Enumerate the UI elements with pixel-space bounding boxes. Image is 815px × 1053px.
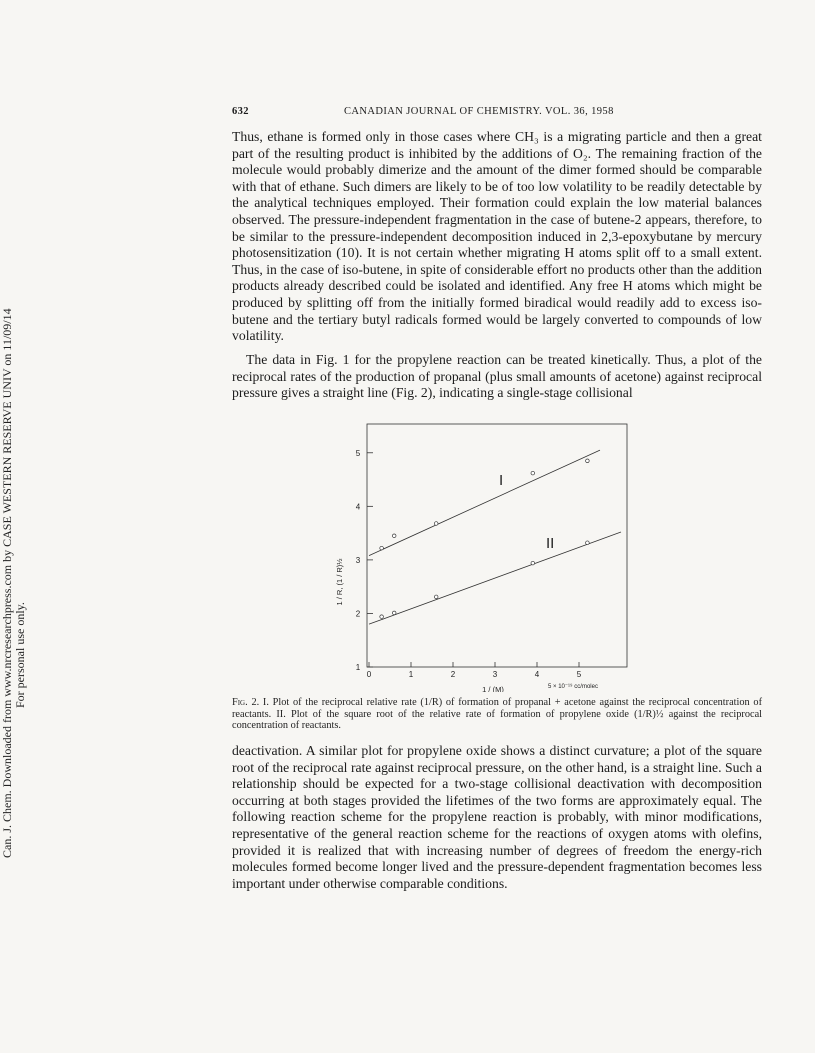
data-point-i — [392, 534, 396, 538]
data-point-ii — [586, 541, 590, 545]
x-tick-label: 3 — [492, 670, 498, 679]
figure-caption-label: Fig. 2. — [232, 697, 260, 708]
y-tick-label: 5 — [355, 448, 361, 458]
data-point-ii — [392, 611, 396, 615]
y-axis-label: 1 / R, (1 / R)½ — [335, 558, 344, 606]
paragraph-2: The data in Fig. 1 for the propylene reaction can be treated kinetically. Thus, a plot of the reciprocal rates of the production of propanal (plus small amounts of acetone) against reciprocal pressure gives a straight line (Fig. 2), indicating a single-stage collisional — [232, 352, 762, 401]
y-tick-label: 4 — [355, 502, 361, 512]
series-label-ii: II — [546, 535, 555, 552]
reciprocal-rate-chart — [318, 422, 638, 692]
series-label-i: I — [499, 472, 504, 489]
x-tick-label: 2 — [450, 670, 456, 679]
x-tick-label: 4 — [534, 670, 540, 679]
figure-2 — [318, 422, 638, 692]
journal-title: CANADIAN JOURNAL OF CHEMISTRY. VOL. 36, 1958 — [344, 106, 614, 117]
x-axis-label: 1 / (M) — [482, 685, 504, 692]
figure-caption — [232, 697, 762, 732]
data-point-i — [586, 459, 590, 463]
download-watermark — [1, 218, 41, 858]
x-tick-label: 0 — [366, 670, 372, 679]
fit-line-ii — [369, 532, 621, 624]
page-number: 632 — [232, 106, 249, 117]
personal-use-note: For personal use only. — [13, 602, 27, 708]
fit-line-i — [369, 450, 600, 556]
figure-caption-text: I. Plot of the reciprocal relative rate (1/R) of formation of propanal + acetone against the reciprocal concentration of reactants. II. Plot of the square root of the relative rate of formation of propylene oxide (1/R)½ against the reciprocal concentration of reactants. — [232, 697, 763, 731]
running-header — [232, 106, 762, 122]
download-note-line: Can. J. Chem. Downloaded from www.nrcresearchpress.com by CASE WESTERN RESERVE UNIV on 11/09/14 — [0, 308, 14, 858]
x-tick-label: 5 — [576, 670, 582, 679]
y-tick-label: 2 — [355, 609, 361, 619]
x-axis-unit-note: 5 × 10⁻¹⁹ cc/molec — [548, 684, 598, 690]
y-tick-label: 1 — [355, 663, 361, 672]
data-point-i — [434, 522, 438, 526]
x-tick-label: 1 — [408, 670, 414, 679]
y-tick-label: 3 — [355, 555, 361, 565]
data-point-ii — [434, 595, 438, 599]
paragraph-3: deactivation. A similar plot for propylene oxide shows a distinct curvature; a plot of the square root of the reciprocal rate against reciprocal pressure, on the other hand, is a straight line. Such a relationship should be expected for a two-stage collisional deactivation with decomposition occurring at both stages provided the lifetimes of the two forms are approximately equal. The following reaction scheme for the propylene reaction is probably, with minor modifications, representative of the general reaction scheme for the reactions of oxygen atoms with olefins, provided it is realized that with increasing number of degrees of freedom the energy-rich molecules formed become longer lived and the pressure-dependent fragmentation becomes less important under otherwise comparable conditions. — [232, 743, 762, 891]
data-point-ii — [380, 615, 384, 619]
data-point-i — [531, 471, 535, 475]
data-point-ii — [531, 561, 535, 565]
paragraph-1: Thus, ethane is formed only in those cases where CH₃ is a migrating particle and then a great part of the resulting product is inhibited by the additions of O₂. The remaining fraction of the molecule would probably dimerize and the amount of the dimer formed should be comparable with that of ethane. Such dimers are likely to be of too low volatility to be readily detectable by the analytical techniques employed. Their formation could explain the low material balances observed. The pressure-independent fragmentation in the case of butene-2 appears, therefore, to be similar to the pressure-independent decomposition induced in 2,3-epoxybutane by mercury photosensitization (10). It is not certain whether migrating H atoms split off to a small extent. Thus, in the case of iso-butene, in spite of considerable effort no products other than the addition products already described could be isolated and identified. Any free H atoms which might be produced by splitting off from the initially formed biradical would readily add to excess iso-butene and the tertiary butyl radicals formed would be largely converted to compounds of low volatility. — [232, 129, 762, 344]
data-point-i — [380, 546, 384, 550]
